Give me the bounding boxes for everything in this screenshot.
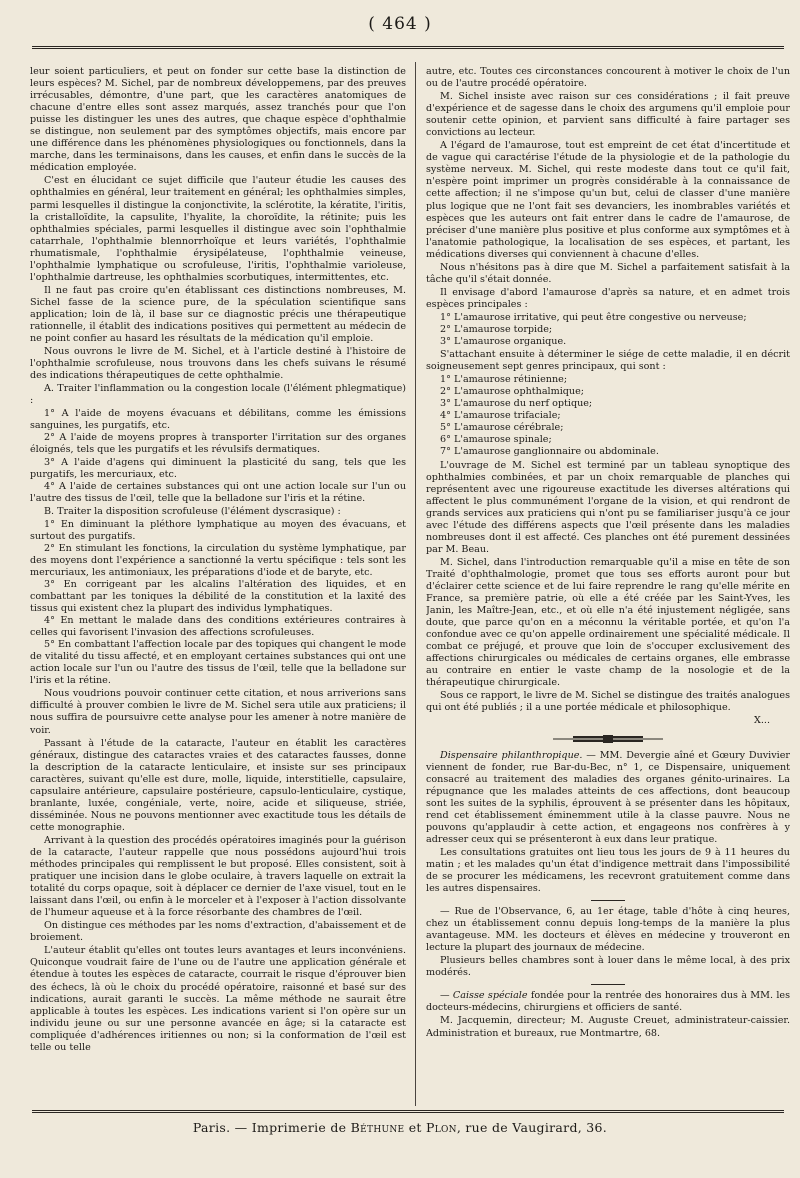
amaurose-genres-list [426,374,790,458]
caisse-title: Caisse spéciale [452,990,528,1002]
list-item: 2° A l'aide de moyens propres à transporter l'irritation sur des organes éloignés, tels que les purgatifs et les révulsifs dermatiques. [30,432,406,456]
dispensaire-text: — MM. Devergie aîné et Gœury Duvivier viennent de fonder, rue Bar-du-Bec, n° 1, ce Dispensaire, uniquement consacré au traitement des maladies des organes génito-urinaires. La répugnance que les malades atteints de ces affections, dont beaucoup sont les suites de la syphilis, éprouvent à se présenter dans les hôpitaux, rend cet établissement éminemment utile à la classe pauvre. Nous ne pouvons qu'applaudir à cette action, et engageons nos confrères à y adresser ceux qui se présenteront à eux dans leur pratique. [426,749,790,845]
amaurose-nature-list [426,312,790,348]
list-item: 7° L'amaurose ganglionnaire ou abdominale. [440,446,659,458]
indications-list-a [30,408,406,504]
footer-printer: Plon [426,1120,457,1135]
short-rule [591,900,625,901]
paragraph: autre, etc. Toutes ces circonstances concourent à motiver le choix de l'un ou de l'autre procédé opératoire. [426,66,790,90]
paragraph: Il ne faut pas croire qu'en établissant ces distinctions nombreuses, M. Sichel fasse de la science pure, de la spéculation scientifique sans application; loin de là, il base sur ce diagnostic précis une thérapeutique rationnelle, il établit des indications positives qui permettent au médecin de ne point confier au hasard les résultats de la médication qu'il emploie. [30,284,406,345]
list-item: 3° A l'aide d'agens qui diminuent la plasticité du sang, tels que les purgatifs, les mercuriaux, etc. [30,456,406,480]
dispensaire-title: Dispensaire philanthropique. [440,749,583,761]
paragraph: M. Sichel, dans l'introduction remarquable qu'il a mise en tête de son Traité d'ophthalmologie, promet que tous ses efforts auront pour but d'éclairer cette science et de lui faire reprendre le rang qu'elle mérite en France, sa première patrie, où elle a été créée par les Saint-Yves, les Janin, les Maître-Jean, etc., et où elle n'a été injustement négligée, sans doute, que parce qu'on en a méconnu la véritable portée, et qu'on l'a confondue avec ce qu'on appelle ordinairement une spécialité médicale. Il combat ce préjugé, et prouve que loin de s'occuper exclusivement des affections chirurgicales ou médicales de certains organes, elle embrasse au contraire en entier le vaste champ de la nosologie et de la thérapeutique chirurgicale. [426,556,790,689]
paragraph: Nous n'hésitons pas à dire que M. Sichel a parfaitement satisfait à la tâche qu'il s'était donnée. [426,261,790,285]
paragraph: On distingue ces méthodes par les noms d'extraction, d'abaissement et de broiement. [30,920,406,944]
list-item: 3° En corrigeant par les alcalins l'altération des liquides, et en combattant par les toniques la débilité de la constitution et la laxité des tissus qui existent chez la plupart des individus lymphatiques. [30,578,406,615]
list-item: 1° A l'aide de moyens évacuans et débilitans, comme les émissions sanguines, les purgatifs, etc. [30,408,406,432]
paragraph: C'est en élucidant ce sujet difficile que l'auteur étudie les causes des ophthalmies en général, leur traitement en général; les ophthalmies simples, parmi lesquelles il distingue la conjonctivite, la sclérotite, la kératite, l'iritis, la cristalloïdite, la capsulite, l'hyalite, la choroïdite, la rétinite; puis les ophthalmies spéciales, parmi lesquelles il distingue avec soin l'ophthalmie catarrhale, l'ophthalmie blennorrhoïque et leurs variétés, l'ophthalmie rhumatismale, l'ophthalmie érysipélateuse, l'ophthalmie veineuse, l'ophthalmie lymphatique ou scrofuleuse, l'iritis, l'ophthalmie varioleuse, l'ophthalmie dartreuse, les ophthalmies scorbutiques, intermittentes, etc. [30,175,406,283]
paragraph: Plusieurs belles chambres sont à louer dans le même local, à des prix modérés. [426,955,790,979]
paragraph: M. Jacquemin, directeur; M. Auguste Creuet, administrateur-caissier. Administration et bureaux, rue Montmartre, 68. [426,1015,790,1039]
list-item: 4° En mettant le malade dans des conditions extérieures contraires à celles qui favorisent l'invasion des affections scrofuleuses. [30,615,406,639]
list-item: 6° L'amaurose spinale; [440,434,552,446]
list-item: 3° L'amaurose organique. [440,336,567,348]
list-item: 3° L'amaurose du nerf optique; [440,398,593,410]
right-column [426,66,790,1102]
article-signature: X... [754,715,770,727]
paragraph: A l'égard de l'amaurose, tout est empreint de cet état d'incertitude et de vague qui caractérise l'étude de la physiologie et de la pathologie du système nerveux. M. Sichel, qui reste modeste dans tout ce qu'il fait, n'espère point imprimer un progrès considérable à la connaissance de cette affection; il ne s'impose qu'un but, celui de classer d'une manière plus logique que ne l'ont fait ses devanciers, les inombrables variétés et espèces que les auteurs ont fait entrer dans le cadre de l'amaurose, de préciser d'une manière plus positive et plus conforme aux symptômes et à l'anatomie pathologique, la localisation de ses espèces, et partant, les médications diverses qui conviennent à chacune d'elles. [426,140,790,260]
short-rule [591,984,625,985]
indications-list-b [30,519,406,688]
paragraph: B. Traiter la disposition scrofuleuse (l'élément dyscrasique) : [44,505,341,517]
column-divider [415,62,416,1106]
list-item: 5° En combattant l'affection locale par des topiques qui changent le mode de vitalité du tissu affecté, et en employant certaines substances qui ont une action locale sur l'un ou l'autre des tissus de l'œil, telle que la belladone sur l'iris et la rétine. [30,639,406,687]
list-item: 5° L'amaurose cérébrale; [440,422,564,434]
ornament-divider-icon [553,734,663,744]
paragraph: Passant à l'étude de la cataracte, l'auteur en établit les caractères généraux, distingue des cataractes vraies et des cataractes fausses, donne la description de la cataracte lenticulaire, et insiste sur ses principaux caractères, suivant qu'elle est dure, molle, liquide, interstitielle, capsulaire, capsulaire antérieure, capsulaire postérieure, capsulo-lenticulaire, cystique, branlante, luxée, congéniale, verte, noire, acide et siliqueuse, striée, disséminée. Nous ne pouvons mentionner avec exactitude tous les détails de cette monographie. [30,737,406,833]
paragraph: Il envisage d'abord l'amaurose d'après sa nature, et en admet trois espèces principales : [426,286,790,310]
paragraph: Nous voudrions pouvoir continuer cette citation, et nous arriverions sans difficulté à prouver combien le livre de M. Sichel sera utile aux praticiens; il nous suffira de poursuivre cette analyse pour les amener à notre manière de voir. [30,688,406,736]
list-item: 4° L'amaurose trifaciale; [440,410,561,422]
footer-city: Paris. — Imprimerie de [192,1120,347,1135]
page-number: ( 464 ) [368,14,432,34]
paragraph: Arrivant à la question des procédés opératoires imaginés pour la guérison de la cataracte, l'auteur rappelle que nous possédons aujourd'hui trois méthodes principales qui remplissent le but proposé. Elles consistent, soit à pratiquer une incision dans le globe oculaire, à travers laquelle on extrait la totalité du corps opaque, soit à déplacer ce dernier de l'axe visuel, tout en le laissant dans l'œil, ou enfin à le morceler et à l'exposer à l'action dissolvante de l'humeur aqueuse et à la force résorbante des chambres de l'œil. [30,834,406,919]
left-column [30,66,406,1102]
paragraph: Sous ce rapport, le livre de M. Sichel se distingue des traités analogues qui ont été publiés ; il a une portée médicale et philosophique. [426,690,790,714]
list-item: 1° L'amaurose irritative, qui peut être congestive ou nerveuse; [440,311,747,323]
footer-conj: et [408,1120,422,1135]
list-item: 1° En diminuant la pléthore lymphatique au moyen des évacuans, et surtout des purgatifs. [30,518,406,542]
bottom-rule [32,1110,784,1113]
paragraph: M. Sichel insiste avec raison sur ces considérations ; il fait preuve d'expérience et de sagesse dans le choix des argumens qu'il emploie pour soutenir cette opinion, et parvient sans difficulté à faire partager ses convictions au lecteur. [426,91,790,139]
paragraph: A. Traiter l'inflammation ou la congestion locale (l'élément phlegmatique) : [30,383,406,407]
caisse-text: fondée pour la rentrée des honoraires dus à MM. les docteurs-médecins, chirurgiens et officiers de santé. [426,990,790,1014]
paragraph: L'ouvrage de M. Sichel est terminé par un tableau synoptique des ophthalmies combinées, et par un choix remarquable de planches qui représentent avec une rigoureuse exactitude les diverses altérations qui affectent le plus communément l'organe de la vision, et qui rendront de grands services aux praticiens qui n'ont pu se familiariser jusqu'à ce jour avec l'étude des différens aspects que l'œil présente dans les maladies nombreuses dont il est affecté. Ces planches ont été purement dessinées par M. Beau. [426,459,790,555]
dispensaire-notice [426,750,790,846]
top-rule [32,46,784,49]
paragraph: L'auteur établit qu'elles ont toutes leurs avantages et leurs inconvéniens. Quiconque voudrait faire de l'une ou de l'autre une application générale et étendue à toutes les espèces de cataracte, courrait le risque d'éprouver bien des échecs, là où le choix du procédé opératoire, raisonné et basé sur des indications, aurait garanti le succès. La même méthode ne saurait être applicable à toutes les espèces. Les indications varient si l'on opère sur un individu jeune ou sur une personne avancée en âge; si la cataracte est compliquée d'adhérences iritiennes ou non; si la conformation de l'œil est telle ou telle [30,945,406,1053]
caisse-notice: — Caisse spéciale fondée pour la rentrée des honoraires dus à MM. les docteurs-médecins, chirurgiens et officiers de santé. [426,990,790,1014]
list-item: 1° L'amaurose rétinienne; [440,374,568,386]
paragraph: Nous ouvrons le livre de M. Sichel, et à l'article destiné à l'histoire de l'ophthalmie scrofuleuse, nous trouvons dans les chefs suivans le résumé des indications thérapeutiques de cette ophthalmie. [30,346,406,382]
imprint-footer [0,1120,800,1135]
list-item: 2° L'amaurose ophthalmique; [440,386,584,398]
list-item: 2° L'amaurose torpide; [440,323,553,335]
footer-address: , rue de Vaugirard, 36. [456,1120,608,1135]
observance-notice: — Rue de l'Observance, 6, au 1er étage, table d'hôte à cinq heures, chez un établissement connu depuis long-temps de la manière la plus avantageuse. MM. les docteurs et élèves en médecine y trouveront en lecture la plupart des journaux de médecine. [426,906,790,954]
list-item: 2° En stimulant les fonctions, la circulation du système lymphatique, par des moyens dont l'expérience a sanctionné la vertu spécifique : tels sont les mercuriaux, les antimoniaux, les préparations d'iode et de baryte, etc. [30,542,406,578]
list-item: 4° A l'aide de certaines substances qui ont une action locale sur l'un ou l'autre des tissus de l'œil, telle que la belladone sur l'iris et la rétine. [30,480,406,504]
footer-printer: Béthune [350,1120,405,1135]
paragraph: S'attachant ensuite à déterminer le siége de cette maladie, il en décrit soigneusement sept genres principaux, qui sont : [426,349,790,373]
paragraph: Les consultations gratuites ont lieu tous les jours de 9 à 11 heures du matin ; et les malades qu'un état d'indigence mettrait dans l'impossibilité de se procurer les médicamens, les recevront gratuitement comme dans les autres dispensaires. [426,846,790,895]
paragraph: leur soient particuliers, et peut on fonder sur cette base la distinction de leurs espèces? M. Sichel, par de nombreux développemens, par des preuves irrécusables, démontre, d'une part, que les caractères anatomiques de chacune d'entre elles sont assez marqués, assez tranchés pour que l'on puisse les distinguer les unes des autres, que chaque espèce d'ophthalmie se distingue, non seulement par des symptômes objectifs, mais encore par une différence dans les phénomènes physiologiques ou fonctionnels, dans la marche, dans les terminaisons, dans les causes, et enfin dans le succès de la médication employée. [30,66,406,174]
